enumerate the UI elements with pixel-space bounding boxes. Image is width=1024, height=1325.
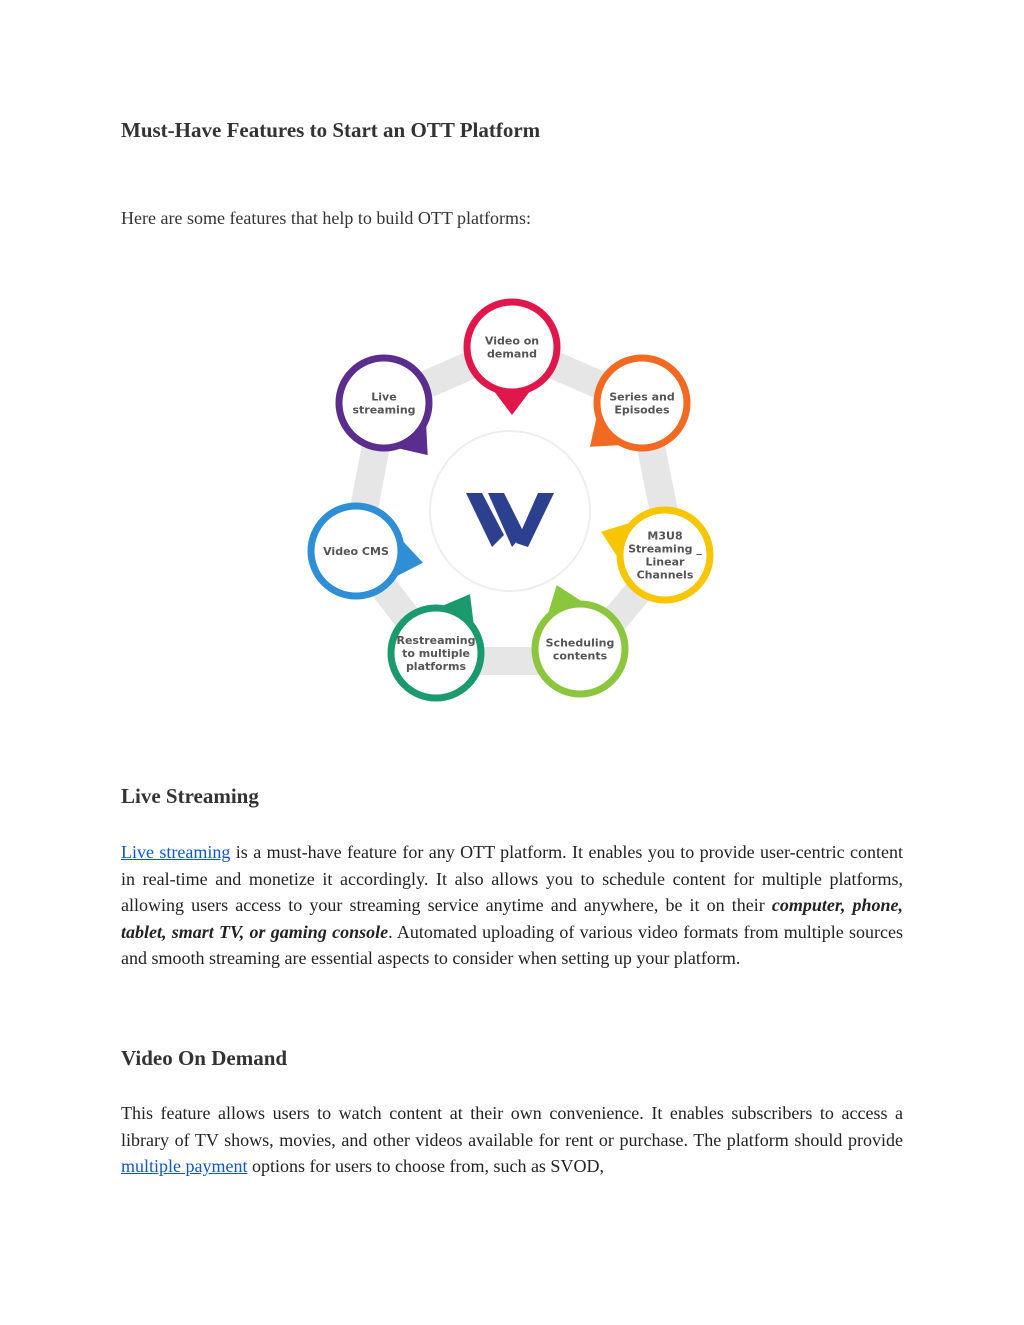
live-streaming-paragraph — [121, 839, 903, 972]
node-label: M3U8 — [647, 529, 683, 543]
node-label: Channels — [636, 568, 694, 582]
node-label: Streaming _ — [628, 542, 702, 556]
live-text-2: . Automated uploading of various video formats from multiple sources and smooth streaming are essential aspects to consider when setting up your platform. — [121, 921, 903, 969]
node-label: Episodes — [614, 403, 670, 417]
diagram-node — [467, 302, 557, 415]
features-diagram — [280, 285, 740, 725]
diagram-node — [339, 358, 429, 455]
diagram-node — [311, 506, 423, 596]
vod-text-1: This feature allows users to watch content at their own convenience. It enables subscribers to access a library of TV shows, movies, and other videos available for rent or purchase. The platform should provide — [121, 1103, 903, 1150]
page-title: Must-Have Features to Start an OTT Platform — [121, 118, 541, 142]
diagram-node — [601, 510, 710, 600]
vod-text-2: options for users to choose from, such as SVOD, — [247, 1156, 604, 1177]
node-label: Video CMS — [323, 545, 389, 558]
node-label: Live — [371, 390, 397, 404]
node-label: Scheduling — [545, 636, 615, 650]
node-label: Series and — [609, 390, 675, 404]
live-streaming-heading: Live Streaming — [121, 784, 259, 808]
multiple-payment-link[interactable]: multiple payment — [121, 1156, 248, 1177]
intro-text: Here are some features that help to build OTT platforms: — [121, 208, 532, 228]
video-on-demand-heading: Video On Demand — [121, 1046, 288, 1070]
node-label: to multiple — [402, 647, 470, 660]
diagram-node — [535, 585, 625, 694]
node-label: Video on — [484, 334, 540, 348]
node-label: streaming — [352, 403, 416, 417]
live-streaming-link[interactable]: Live streaming — [121, 842, 231, 862]
live-text-1: is a must-have feature for any OTT platform. It enables you to provide user-centric content in real-time and monetize it accordingly. It also allows you to schedule content for multiple platforms, allowing users access to your streaming service anytime and anywhere, be it on their — [121, 842, 903, 916]
node-label: Linear — [645, 555, 685, 569]
node-label: contents — [552, 649, 608, 663]
diagram-node — [590, 358, 687, 448]
node-label: platforms — [405, 660, 467, 673]
node-label: demand — [487, 347, 537, 361]
live-devices-emphasis: computer, phone, tablet, smart TV, or gaming console — [121, 895, 904, 942]
node-label: Restreaming — [396, 634, 476, 647]
video-on-demand-paragraph — [121, 1100, 903, 1180]
